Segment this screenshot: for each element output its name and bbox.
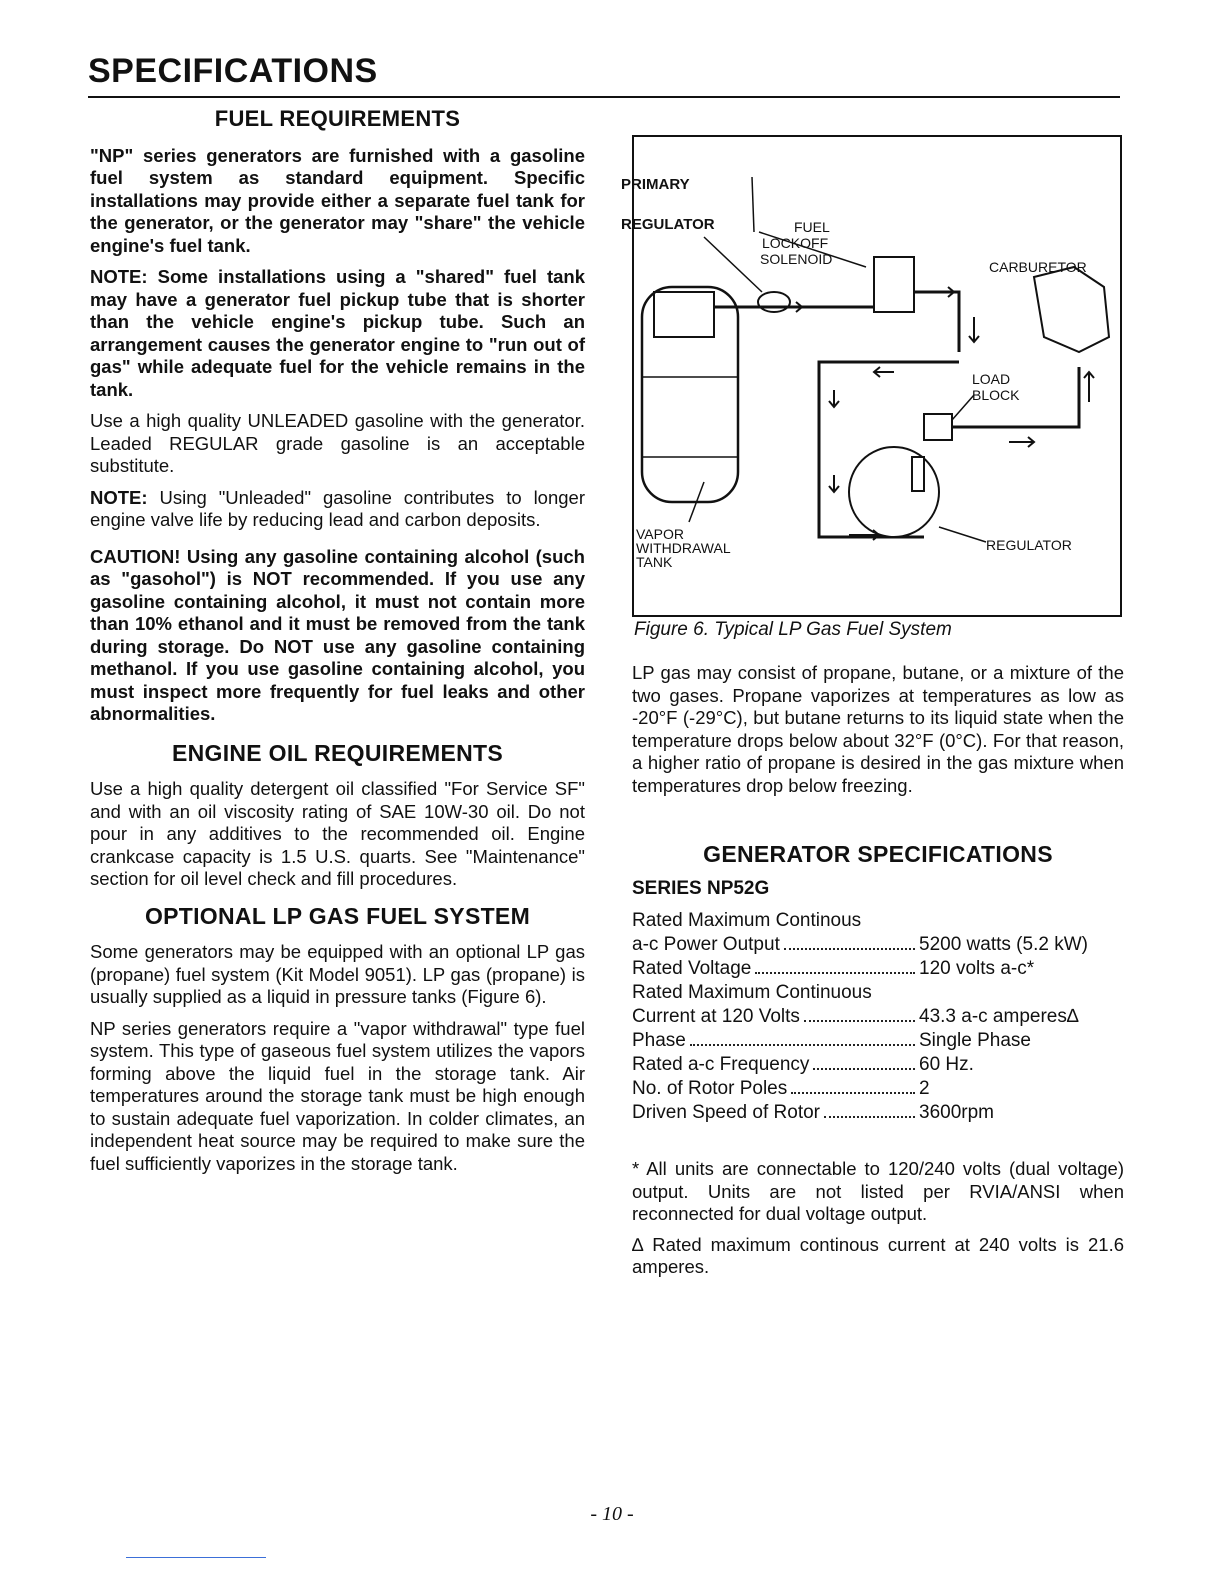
spec-value: 5200 watts (5.2 kW) [919,934,1088,955]
fuel-line [914,292,959,352]
leader-line [939,527,986,542]
page-number: - 10 - [590,1503,634,1525]
label-lockoff: LOCKOFF [762,235,829,251]
spec-label: Driven Speed of Rotor [632,1102,820,1123]
spec-label: Rated a-c Frequency [632,1054,810,1075]
label-vapor: VAPOR [636,526,684,542]
flow-arrow-icon [829,475,839,492]
lp-gas-paragraph-3: LP gas may consist of propane, butane, or a mixture of the two gases. Propane vaporizes at temperatures as low as -20°F (-29°C), but butane returns to its liquid state when the temperature drops below about 32°F (0°C). For that reason, a higher ratio of propane is desired in the gas mixture when temperatures drop below freezing. [632,662,1124,796]
caution-paragraph: CAUTION! Using any gasoline containing alcohol (such as "gasohol") is NOT recommended. If you use any gasoline containing alcohol, it must not contain more than 10% ethanol and it must be removed from the tank during storage. Do NOT use any gasoline containing methanol. If you use gasoline containing alcohol, you must inspect more frequently for fuel leaks and other abnormalities. [90,545,585,724]
engine-oil-heading: ENGINE OIL REQUIREMENTS [171,739,504,766]
spec-value: 43.3 a-c amperes∆ [919,1006,1079,1027]
fuel-unleaded-paragraph: Use a high quality UNLEADED gasoline with the generator. Leaded REGULAR grade gasoline is an acceptable substitute. [90,410,585,476]
page-title: SPECIFICATIONS [88,52,378,90]
dot-leader [791,1092,915,1094]
flow-arrow-icon [874,367,894,377]
bottom-divider [126,1557,266,1558]
spec-row [632,1006,1124,1030]
secondary-regulator [849,447,939,537]
spec-group-label: Rated Maximum Continuous [632,982,872,1003]
left-column [90,108,585,1184]
title-divider [88,96,1120,98]
note-label: NOTE: [90,486,148,508]
primary-regulator [758,292,790,312]
label-regulator-bottom: REGULATOR [986,537,1072,553]
figure-caption: Figure 6. Typical LP Gas Fuel System [634,619,952,640]
lockoff-solenoid [874,257,914,312]
dot-leader [813,1068,915,1070]
dot-leader [784,948,915,950]
footnote-dual-voltage: * All units are connectable to 120/240 volts (dual voltage) output. Units are not listed per RVIA/ANSI when reconnected for dual voltage output. [632,1158,1124,1224]
lp-gas-paragraph-1: Some generators may be equipped with an optional LP gas (propane) fuel system (Kit Model 9051). LP gas (propane) is usually supplied as a liquid in pressure tanks (Figure 6). [90,941,585,1007]
note-text: Some installations using a "shared" fuel tank may have a generator fuel pickup tube that is shorter than the vehicle engine's pickup tube. Such an arrangement causes the generator engine to "run out of gas" while adequate fuel for the vehicle remains in the tank. [90,266,586,400]
fuel-requirements-heading: FUEL REQUIREMENTS [214,106,461,131]
flow-arrow-icon [934,287,954,297]
spec-row [632,934,1124,958]
lp-gas-heading: OPTIONAL LP GAS FUEL SYSTEM [144,902,531,929]
spec-row [632,1078,1124,1102]
load-block [924,414,952,440]
spec-row [632,1054,1124,1078]
regulator-port [912,457,924,491]
label-load: LOAD [972,371,1011,387]
dot-leader [804,1020,915,1022]
spec-value: 2 [919,1078,930,1099]
lp-gas-paragraph-2: NP series generators require a "vapor withdrawal" type fuel system. This type of gaseous fuel system utilizes the vapors forming above the liquid fuel in the storage tank. Air temperatures around the storage tank must be high enough to sustain adequate fuel vaporization. In colder climates, an independent heat source may be required to make sure the fuel sufficiently vaporizes in the storage tank. [90,1017,585,1174]
fuel-note-1 [90,266,585,401]
spec-value: 3600rpm [919,1102,994,1123]
footnote-240-current: ∆ Rated maximum continous current at 240 volts is 21.6 amperes. [632,1233,1124,1277]
label-solenoid: SOLENOID [760,251,833,267]
note-text: Using "Unleaded" gasoline contributes to longer engine valve life by reducing lead and carbon deposits. [90,486,585,530]
leader-line [752,177,754,232]
flow-arrow-icon [829,390,839,407]
label-block: BLOCK [972,387,1020,403]
spec-label: a-c Power Output [632,934,780,955]
lp-gas-figure [621,135,1122,617]
fuel-requirements-intro: "NP" series generators are furnished with a gasoline fuel system as standard equipment. Specific installations may provide either a separate fuel tank for the generator, or the generator may "share" the vehicle engine's fuel tank. [90,144,585,256]
spec-row [632,1030,1124,1054]
spec-label: Phase [632,1030,686,1051]
generator-specs-heading: GENERATOR SPECIFICATIONS [703,841,1053,867]
spec-row [632,1102,1124,1126]
note-label: NOTE: [90,266,148,287]
spec-label: No. of Rotor Poles [632,1078,788,1099]
flow-arrow-icon [1084,372,1094,402]
lp-tank [642,287,738,502]
spec-value: Single Phase [919,1030,1031,1051]
fuel-note-2 [90,487,585,532]
carburetor [1034,267,1109,352]
dot-leader [755,972,915,974]
lp-system-diagram [621,137,1120,615]
dot-leader [824,1116,915,1118]
spec-label: Rated Voltage [632,958,752,979]
spec-group-label: Rated Maximum Continous [632,910,862,931]
right-column [632,662,1124,1287]
label-regulator-top: REGULATOR [621,216,715,233]
tank-collar [654,292,714,337]
spec-label: Current at 120 Volts [632,1006,800,1027]
label-fuel: FUEL [794,219,830,235]
engine-oil-paragraph: Use a high quality detergent oil classified "For Service SF" and with an oil viscosity rating of SAE 10W-30 oil. Do not pour in any additives to the recommended oil. Engine crankcase capacity is 1.5 U.S. quarts. See "Maintenance" section for oil level check and fill procedures. [90,778,585,889]
label-carburetor: CARBURETOR [989,259,1087,275]
spec-value: 120 volts a-c* [919,958,1035,979]
flow-arrow-icon [1009,437,1034,447]
spec-value: 60 Hz. [919,1054,974,1075]
spec-row [632,958,1124,982]
leader-line [952,395,974,420]
label-withdrawal: WITHDRAWAL [636,540,731,556]
label-primary: PRIMARY [621,176,690,193]
spec-series: SERIES NP52G [632,877,770,899]
spec-footnotes [632,1158,1124,1279]
dot-leader [690,1044,915,1046]
leader-line [704,237,762,292]
flow-arrow-icon [969,317,979,342]
label-tank: TANK [636,554,673,570]
